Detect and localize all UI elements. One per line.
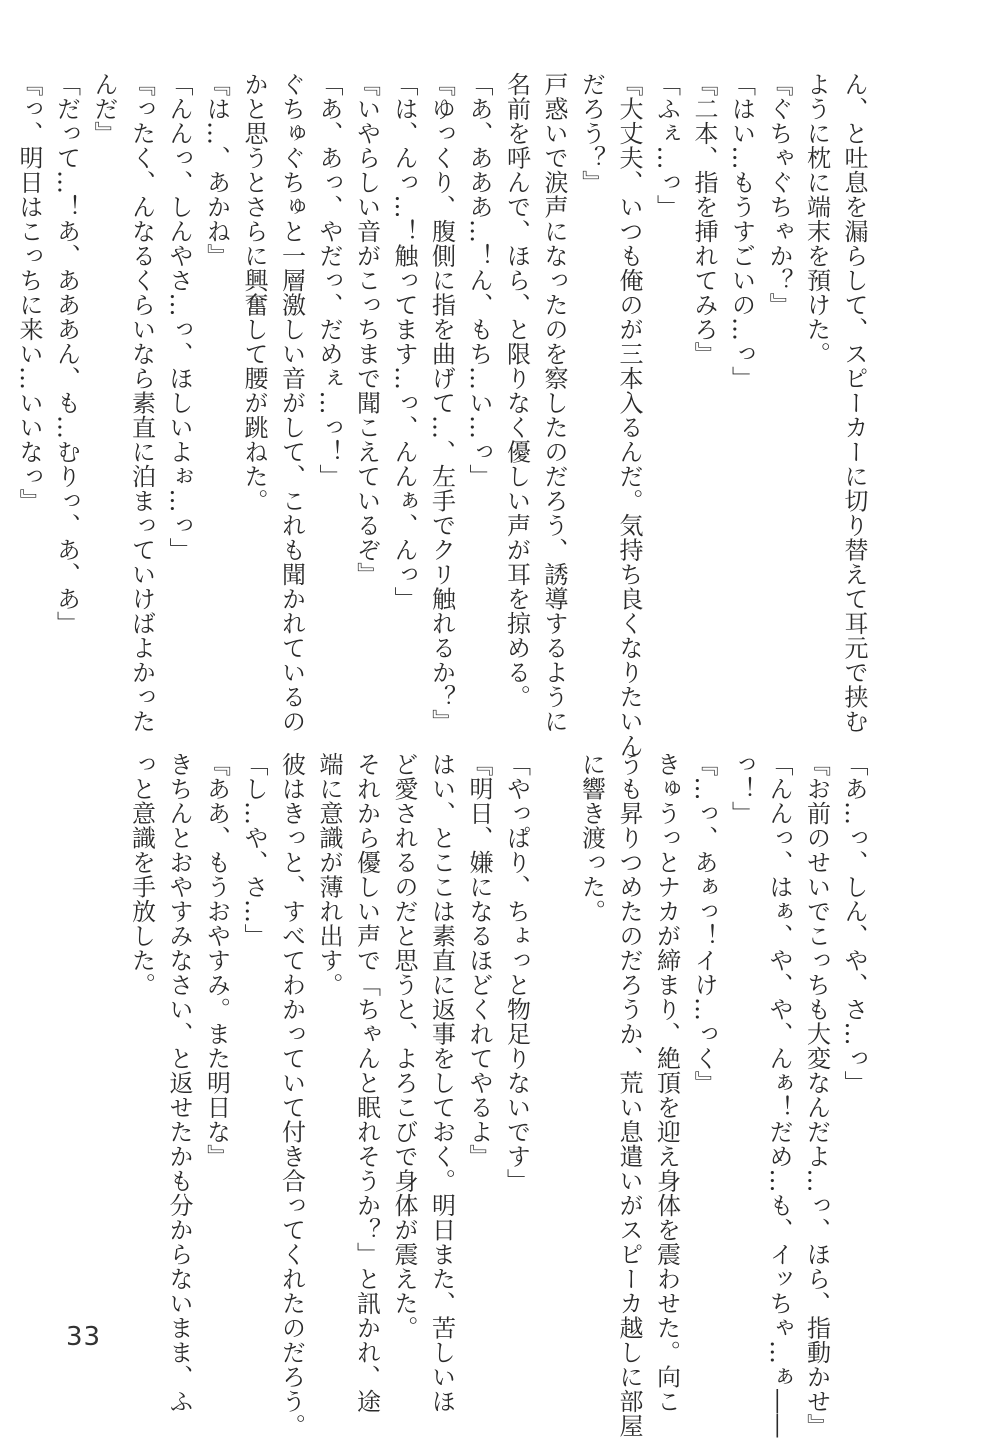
bottom-line (535, 752, 573, 1362)
top-line: 『ぐちゃぐちゃか？』 (765, 72, 793, 317)
bottom-line: ど愛されるのだと思うと、よろこびで身体が震えた。 (390, 752, 418, 1340)
text-block-bottom (112, 752, 872, 1438)
top-line: ように枕に端末を預けた。 (802, 72, 831, 366)
top-line: 「あ、あっ、やだっ、だめぇ…っ！」 (315, 72, 343, 489)
top-line: 『ったく、んなるくらいなら素直に泊まっていけばよかった (127, 72, 156, 734)
bottom-line: 「し…や、さ…」 (240, 752, 268, 948)
bottom-line: 彼はきっと、すべてわかっていて付き合ってくれたのだろう。 (277, 752, 306, 1438)
bottom-line: きちんとおやすみなさい、と返せたかも分からないまま、ふ (165, 752, 193, 1414)
bottom-line: 『ああ、もうおやすみ。また明日な』 (202, 752, 231, 1169)
top-line: だろう？』 (577, 72, 606, 195)
top-line: 『ゆっくり、腹側に指を曲げて…、左手でクリ触れるか？』 (427, 72, 456, 734)
top-line: 名前を呼んで、ほら、と限りなく優しい声が耳を掠める。 (502, 72, 531, 709)
top-line: かと思うとさらに興奮して腰が跳ねた。 (240, 72, 268, 513)
bottom-line: うも昇りつめたのだろうか、荒い息遣いがスピーカ越しに部屋 (615, 752, 643, 1438)
bottom-line: 『…っ、あぁっ！イけ…っく』 (690, 752, 718, 1095)
bottom-line: っと意識を手放した。 (127, 752, 156, 997)
top-line: 『大丈夫、いつも俺のが三本入るんだ。気持ち良くなりたいん (615, 72, 643, 758)
bottom-line: 『お前のせいでこっちも大変なんだよ…っ、ほら、指動かせ』 (802, 752, 831, 1438)
top-line: 『いやらしい音がこっちまで聞こえているぞ』 (352, 72, 381, 587)
top-line: ん、と吐息を漏らして、スピーカーに切り替えて耳元で挟む (840, 72, 868, 734)
bottom-line: きゅうっとナカが締まり、絶頂を迎え身体を震わせた。向こ (652, 752, 681, 1414)
bottom-line: っ！」 (727, 752, 756, 826)
top-line: 「は、んっ…！触ってます…っ、んんぁ、んっ」 (390, 72, 418, 611)
bottom-line: 「んんっ、はぁ、や、や、んぁ！だめ…も、イッちゃ…ぁ―― (765, 752, 793, 1438)
top-line: 戸惑いで涙声になったのを察したのだろう、誘導するように (540, 72, 568, 734)
bottom-line: 「あ…っ、しん、や、さ…っ」 (840, 752, 868, 1095)
top-line: 「はい…もうすごいの…っ」 (727, 72, 756, 391)
top-line: 「んんっ、しんやさ…っ、ほしいよぉ…っ」 (165, 72, 193, 562)
bottom-line: はい、とここは素直に返事をしておく。明日また、苦しいほ (427, 752, 456, 1414)
page-number: 33 (66, 1322, 102, 1352)
bottom-line: 『明日、嫌になるほどくれてやるよ』 (465, 752, 493, 1169)
top-line: んだ』 (90, 72, 118, 146)
bottom-line: に響き渡った。 (577, 752, 606, 924)
text-block-top (15, 72, 872, 758)
bottom-line: 端に意識が薄れ出す。 (315, 752, 343, 997)
top-line: 「だって…！あ、あああん、も…むりっ、あ、あ」 (52, 72, 81, 636)
bottom-line: それから優しい声で「ちゃんと眠れそうか？」と訊かれ、途 (352, 752, 381, 1414)
bottom-line: 「やっぱり、ちょっと物足りないです」 (502, 752, 531, 1193)
top-line: 「ふぇ…っ」 (652, 72, 681, 219)
top-line: ぐちゅぐちゅと一層激しい音がして、これも聞かれているの (277, 72, 306, 734)
top-line: 『二本、指を挿れてみろ』 (690, 72, 718, 366)
top-line: 『は…、あかね』 (202, 72, 231, 268)
top-line: 「あ、あああ…！ん、もち…い…っ」 (465, 72, 493, 489)
top-line: 『っ、明日はこっちに来い…いいなっ』 (15, 72, 43, 513)
